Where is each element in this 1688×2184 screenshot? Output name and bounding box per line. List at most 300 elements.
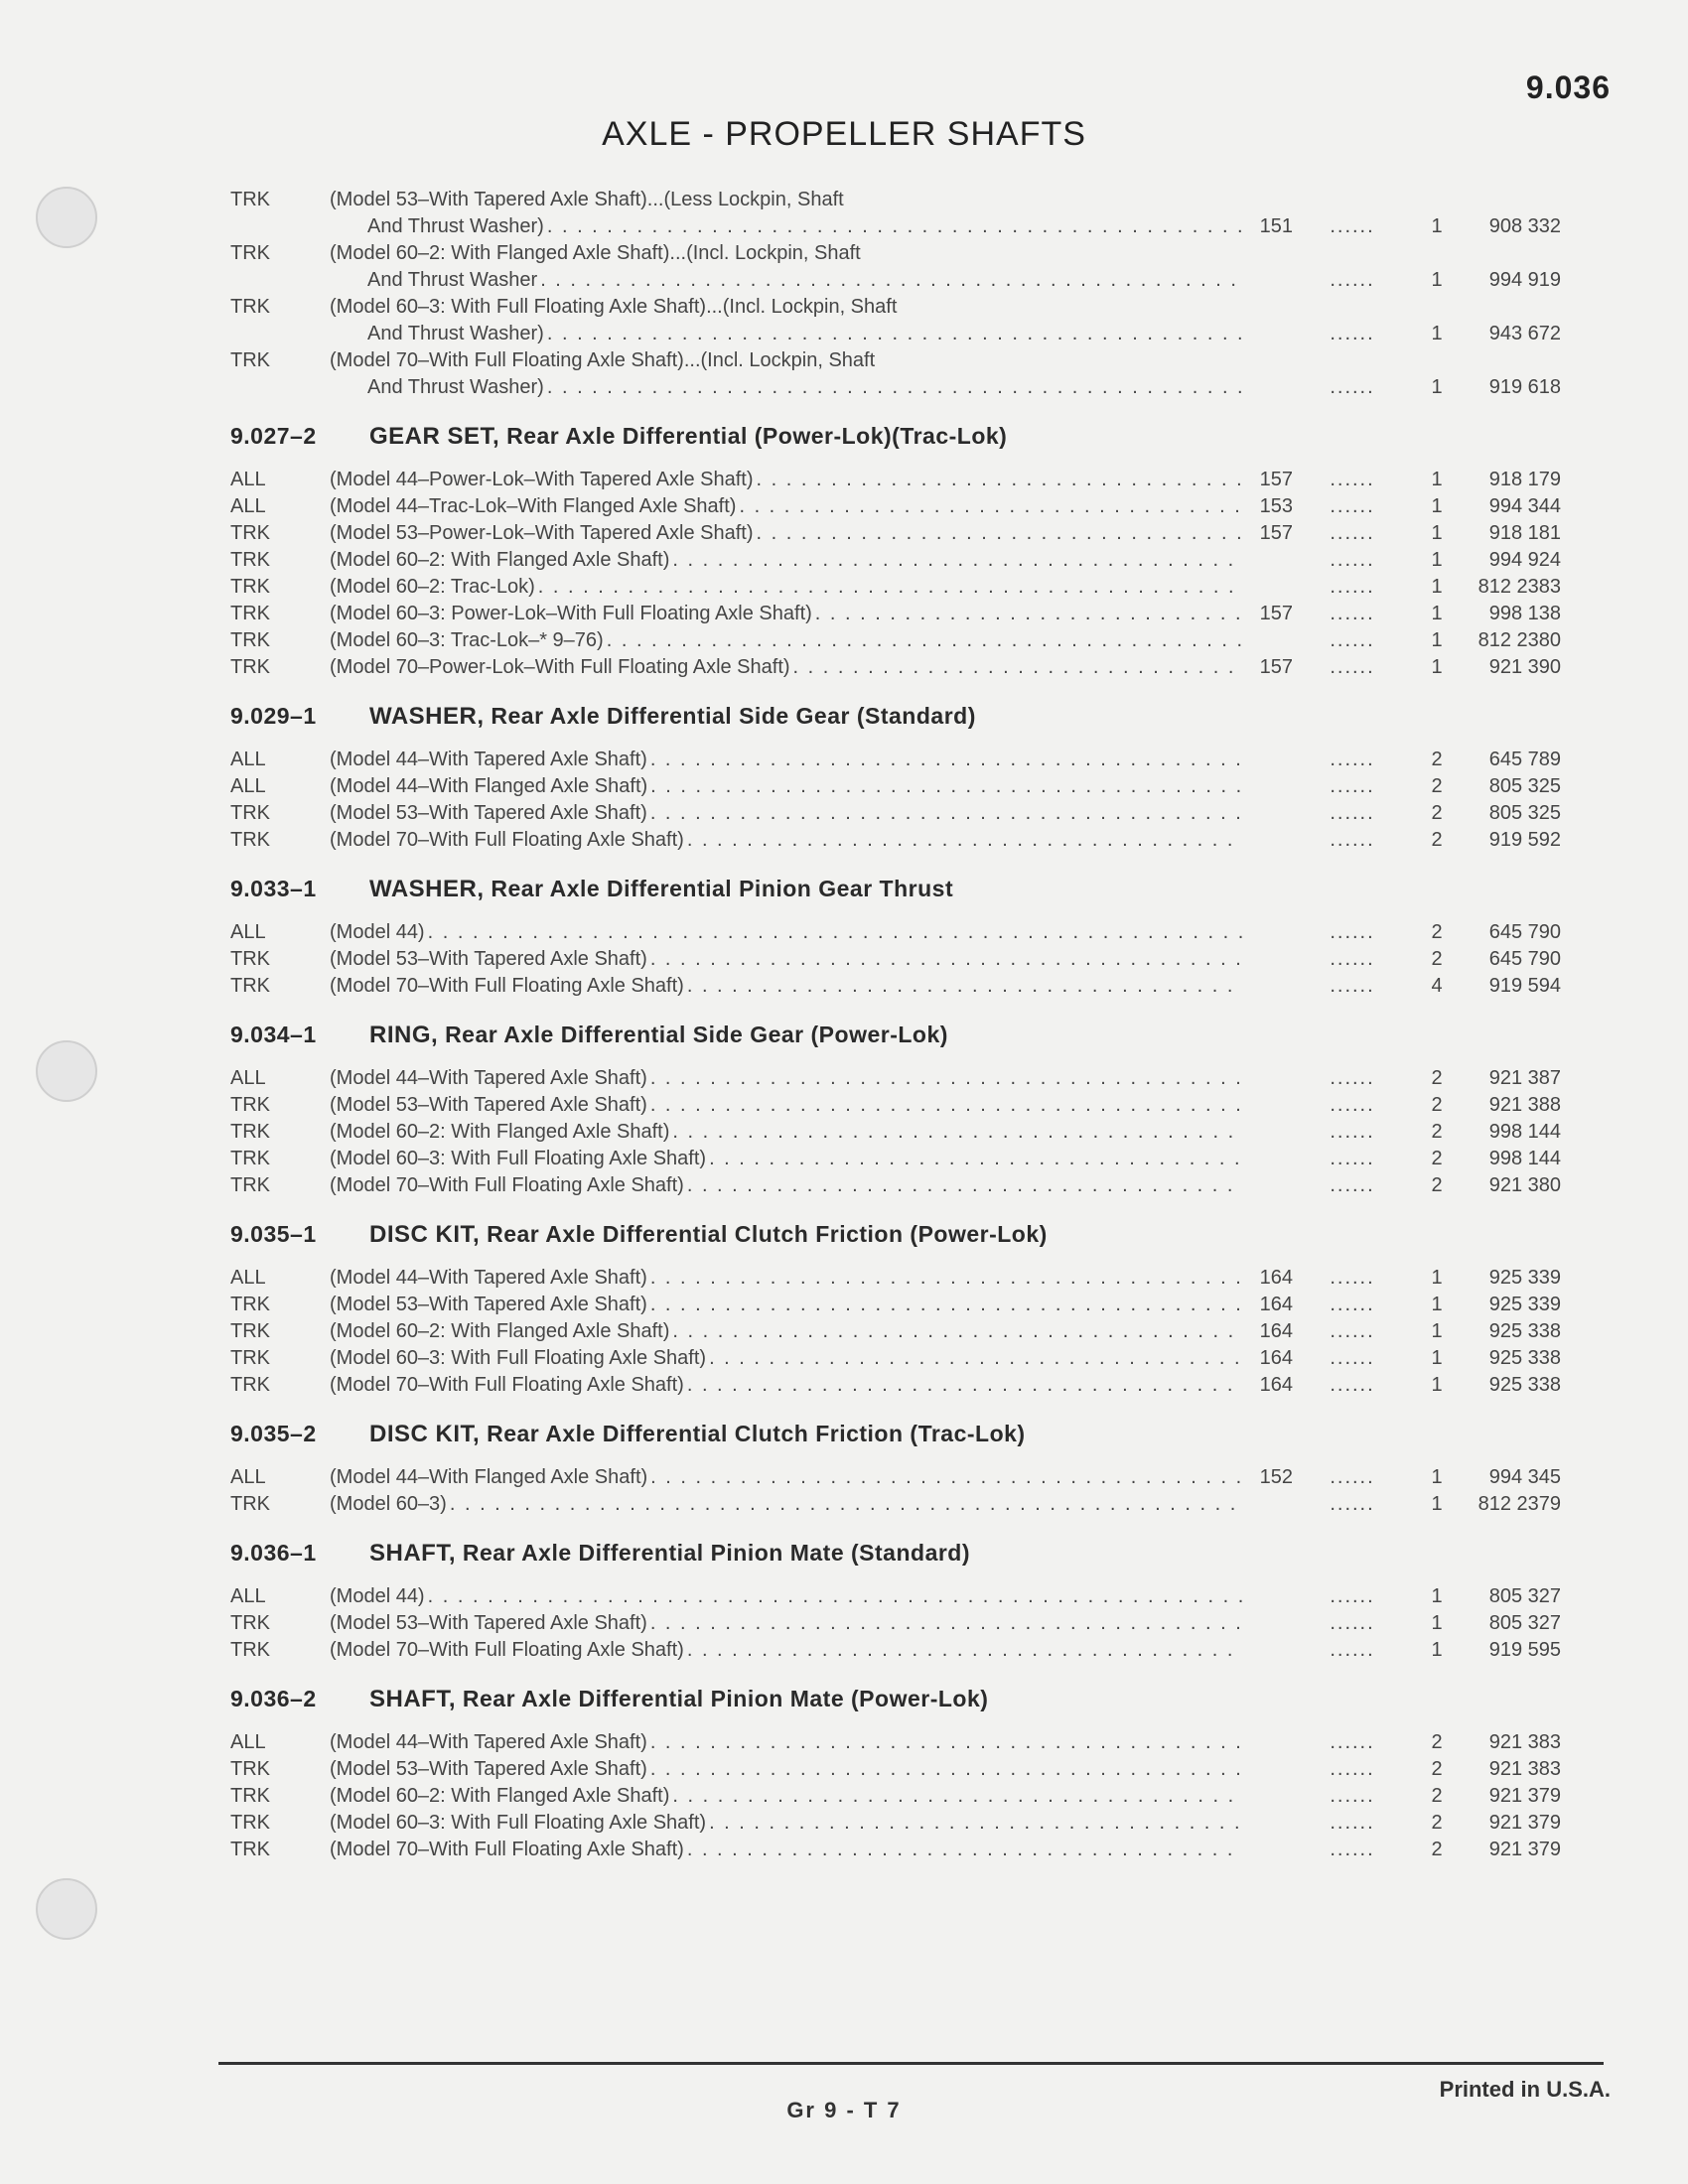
spacer [456,1540,463,1568]
item-description [330,1756,1243,1783]
item-description [330,213,1243,240]
section-heading [230,1686,1561,1713]
section-heading [230,1540,1561,1568]
quantity: 2 [1431,1121,1443,1143]
group-reference: Gr 9 - T 7 [786,2098,902,2122]
list-item [230,1756,1561,1783]
dot-leader-column: ...... [1330,323,1375,344]
list-item [230,1292,1561,1318]
description-text: (Model 53–With Tapered Axle Shaft) [330,1094,647,1116]
part-number: 921 379 [1488,1839,1561,1860]
application-code: ALL [230,1067,266,1089]
application-code: TRK [230,1758,270,1780]
list-item [230,1265,1561,1292]
application-code: TRK [230,1493,270,1515]
section-item-name: GEAR SET, [369,423,500,450]
list-item [230,240,1561,267]
list-item [230,1491,1561,1518]
description-text: (Model 60–2: With Flanged Axle Shaft) [330,549,670,571]
dot-leader [425,919,1243,946]
dot-leader-column: ...... [1330,948,1375,970]
section-heading [230,1022,1561,1049]
dot-leader [647,1065,1243,1092]
dot-leader-column: ...... [1330,749,1375,770]
part-number: 921 387 [1488,1067,1561,1089]
dot-leader [535,574,1243,601]
list-item [230,800,1561,827]
description-text: (Model 60–2: With Flanged Axle Shaft) [330,1320,670,1342]
section-item-name: RING, [369,1022,439,1048]
list-item [230,347,1561,374]
section-description: Rear Axle Differential Pinion Gear Thrust [491,876,954,901]
application-code: TRK [230,189,270,210]
part-number: 994 345 [1488,1466,1561,1488]
quantity: 1 [1431,376,1443,398]
illustration-ref: 164 [1259,1267,1293,1289]
section-description: Rear Axle Differential Clutch Friction (Trac-Lok) [487,1421,1026,1446]
binder-hole-middle [36,1040,97,1102]
description-text: (Model 44–With Flanged Axle Shaft) [330,775,648,797]
dot-leader [544,374,1243,401]
illustration-ref: 151 [1259,215,1293,237]
dot-leader-column: ...... [1330,1493,1375,1515]
list-item [230,1372,1561,1399]
part-number: 994 924 [1488,549,1561,571]
item-description [330,1119,1243,1146]
dot-leader [736,493,1243,520]
item-description [330,747,1243,773]
description-text: (Model 60–3: With Full Floating Axle Shaft) [330,1148,707,1169]
dot-leader [812,601,1243,627]
part-number: 645 789 [1488,749,1561,770]
dot-leader [684,827,1243,854]
item-description [330,1583,1243,1610]
dot-leader [604,627,1243,654]
list-item [230,1583,1561,1610]
dot-leader [790,654,1243,681]
quantity: 2 [1431,1812,1443,1834]
section-item-name: SHAFT, [369,1686,456,1712]
illustration-ref: 164 [1259,1294,1293,1315]
description-text: (Model 60–3: With Full Floating Axle Shaft) [330,1812,707,1834]
item-description [330,1172,1243,1199]
description-text: (Model 70–With Full Floating Axle Shaft) [330,829,684,851]
dot-leader-column: ...... [1330,1294,1375,1315]
quantity: 1 [1431,1320,1443,1342]
dot-leader [544,321,1243,347]
dot-leader-column: ...... [1330,1094,1375,1116]
application-code: TRK [230,1612,270,1634]
list-item [230,187,1561,213]
section-description: Rear Axle Differential (Power-Lok)(Trac-Lok) [506,423,1008,449]
application-code: TRK [230,1174,270,1196]
spacer [438,1022,445,1049]
item-description [330,1092,1243,1119]
list-item [230,1810,1561,1837]
section-heading [230,423,1561,451]
list-item [230,1837,1561,1863]
dot-leader-column: ...... [1330,921,1375,943]
dot-leader [754,467,1243,493]
item-description [330,1491,1243,1518]
quantity: 2 [1431,1758,1443,1780]
list-item [230,1065,1561,1092]
spacer [480,1421,487,1448]
dot-leader [684,1172,1243,1199]
dot-leader [537,267,1243,294]
item-description [330,520,1243,547]
list-item [230,946,1561,973]
section-number: 9.036–2 [230,1686,317,1711]
part-number: 943 672 [1488,323,1561,344]
dot-leader [684,1837,1243,1863]
list-item [230,919,1561,946]
description-text: And Thrust Washer) [367,323,544,344]
description-text: (Model 44–Power-Lok–With Tapered Axle Shaft) [330,469,754,490]
item-description [330,321,1243,347]
application-code: TRK [230,1374,270,1396]
application-code: TRK [230,1094,270,1116]
section-number: 9.035–1 [230,1221,317,1247]
description-text: (Model 70–With Full Floating Axle Shaft) [330,1374,684,1396]
dot-leader [647,1756,1243,1783]
application-code: TRK [230,1812,270,1834]
dot-leader [647,1092,1243,1119]
dot-leader [647,1610,1243,1637]
part-number: 925 338 [1488,1347,1561,1369]
dot-leader-column: ...... [1330,1585,1375,1607]
item-description [330,1837,1243,1863]
item-description [330,267,1243,294]
dot-leader-column: ...... [1330,1320,1375,1342]
description-text: (Model 70–With Full Floating Axle Shaft)...(Incl. Lockpin, Shaft [330,349,876,371]
dot-leader [669,547,1243,574]
application-code: TRK [230,549,270,571]
part-number: 918 181 [1488,522,1561,544]
part-number: 805 327 [1488,1585,1561,1607]
application-code: TRK [230,1294,270,1315]
part-number: 921 383 [1488,1758,1561,1780]
description-text: (Model 70–Power-Lok–With Full Floating Axle Shaft) [330,656,790,678]
description-text: (Model 44–With Tapered Axle Shaft) [330,749,647,770]
list-item [230,1345,1561,1372]
dot-leader-column: ...... [1330,1347,1375,1369]
list-item [230,493,1561,520]
part-number: 921 390 [1488,656,1561,678]
dot-leader-column: ...... [1330,1374,1375,1396]
description-text: (Model 44–With Tapered Axle Shaft) [330,1067,647,1089]
application-code: TRK [230,242,270,264]
footer-divider [218,2062,1604,2065]
application-code: ALL [230,1585,266,1607]
item-description [330,1783,1243,1810]
page-title: AXLE - PROPELLER SHAFTS [602,115,1086,153]
description-text: (Model 60–3: With Full Floating Axle Shaft) [330,1347,707,1369]
quantity: 2 [1431,1148,1443,1169]
list-item-continuation [230,374,1561,401]
section-description: Rear Axle Differential Side Gear (Standard) [491,703,976,729]
application-code: ALL [230,749,266,770]
dot-leader [684,1372,1243,1399]
item-description [330,240,1243,267]
section-number: 9.027–2 [230,423,317,449]
illustration-ref: 164 [1259,1374,1293,1396]
item-description [330,547,1243,574]
dot-leader-column: ...... [1330,376,1375,398]
quantity: 1 [1431,1493,1443,1515]
description-text: (Model 53–With Tapered Axle Shaft) [330,948,647,970]
part-number: 645 790 [1488,921,1561,943]
dot-leader-column: ...... [1330,1267,1375,1289]
part-number: 925 339 [1488,1267,1561,1289]
quantity: 2 [1431,1067,1443,1089]
dot-leader-column: ...... [1330,215,1375,237]
parts-list [230,187,1561,1863]
spacer [480,1221,487,1249]
part-number: 812 2383 [1477,576,1561,598]
description-text: And Thrust Washer) [367,215,544,237]
spacer [456,1686,463,1713]
list-item [230,1783,1561,1810]
section-description: Rear Axle Differential Clutch Friction (Power-Lok) [487,1221,1048,1247]
dot-leader-column: ...... [1330,629,1375,651]
part-number: 919 595 [1488,1639,1561,1661]
item-description [330,773,1243,800]
dot-leader-column: ...... [1330,829,1375,851]
dot-leader-column: ...... [1330,1612,1375,1634]
dot-leader-column: ...... [1330,1121,1375,1143]
list-item-continuation [230,321,1561,347]
item-description [330,946,1243,973]
section-number: 9.033–1 [230,876,317,901]
item-description [330,294,1243,321]
illustration-ref: 157 [1259,603,1293,624]
dot-leader-column: ...... [1330,1785,1375,1807]
dot-leader [647,1265,1243,1292]
dot-leader-column: ...... [1330,1639,1375,1661]
quantity: 4 [1431,975,1443,997]
dot-leader-column: ...... [1330,1148,1375,1169]
part-number: 994 344 [1488,495,1561,517]
description-text: (Model 44–With Flanged Axle Shaft) [330,1466,648,1488]
quantity: 2 [1431,1731,1443,1753]
quantity: 2 [1431,829,1443,851]
section-item-name: DISC KIT, [369,1421,481,1447]
list-item [230,574,1561,601]
list-item [230,1610,1561,1637]
application-code: TRK [230,829,270,851]
description-text: (Model 53–With Tapered Axle Shaft) [330,1294,647,1315]
part-number: 805 325 [1488,775,1561,797]
application-code: ALL [230,921,266,943]
quantity: 1 [1431,1585,1443,1607]
dot-leader [706,1146,1243,1172]
description-text: (Model 44–With Tapered Axle Shaft) [330,1267,647,1289]
illustration-ref: 152 [1259,1466,1293,1488]
list-item-continuation [230,213,1561,240]
dot-leader [647,1292,1243,1318]
quantity: 1 [1431,1347,1443,1369]
section-description: Rear Axle Differential Pinion Mate (Standard) [462,1540,971,1566]
description-text: (Model 53–With Tapered Axle Shaft) [330,1758,647,1780]
description-text: (Model 44–With Tapered Axle Shaft) [330,1731,647,1753]
list-item [230,1729,1561,1756]
item-description [330,973,1243,1000]
quantity: 2 [1431,802,1443,824]
quantity: 1 [1431,629,1443,651]
dot-leader [544,213,1243,240]
application-code: TRK [230,1121,270,1143]
quantity: 2 [1431,948,1443,970]
application-code: TRK [230,1320,270,1342]
binder-hole-bottom [36,1878,97,1940]
application-code: TRK [230,1785,270,1807]
quantity: 1 [1431,1294,1443,1315]
quantity: 1 [1431,495,1443,517]
dot-leader [669,1119,1243,1146]
description-text: (Model 60–2: Trac-Lok) [330,576,535,598]
quantity: 1 [1431,656,1443,678]
application-code: ALL [230,495,266,517]
quantity: 2 [1431,1839,1443,1860]
part-number: 921 383 [1488,1731,1561,1753]
application-code: ALL [230,1466,266,1488]
quantity: 2 [1431,1094,1443,1116]
description-text: (Model 60–3: Trac-Lok–* 9–76) [330,629,604,651]
application-code: TRK [230,1148,270,1169]
illustration-ref: 164 [1259,1320,1293,1342]
description-text: (Model 60–3: With Full Floating Axle Shaft)...(Incl. Lockpin, Shaft [330,296,898,318]
application-code: ALL [230,1731,266,1753]
description-text: (Model 60–2: With Flanged Axle Shaft)...(Incl. Lockpin, Shaft [330,242,861,264]
description-text: (Model 70–With Full Floating Axle Shaft) [330,975,684,997]
quantity: 1 [1431,1612,1443,1634]
list-item [230,1119,1561,1146]
part-number: 919 618 [1488,376,1561,398]
illustration-ref: 157 [1259,469,1293,490]
item-description [330,1292,1243,1318]
description-text: (Model 60–3) [330,1493,447,1515]
dot-leader-column: ...... [1330,1067,1375,1089]
part-number: 645 790 [1488,948,1561,970]
part-number: 925 338 [1488,1374,1561,1396]
list-item [230,467,1561,493]
application-code: TRK [230,948,270,970]
quantity: 1 [1431,323,1443,344]
description-text: (Model 44) [330,1585,425,1607]
part-number: 998 138 [1488,603,1561,624]
part-number: 921 379 [1488,1812,1561,1834]
part-number: 925 339 [1488,1294,1561,1315]
list-item [230,520,1561,547]
item-description [330,827,1243,854]
list-item [230,627,1561,654]
description-text: (Model 44–Trac-Lok–With Flanged Axle Shaft) [330,495,737,517]
description-text: And Thrust Washer [367,269,538,291]
description-text: (Model 70–With Full Floating Axle Shaft) [330,1839,684,1860]
quantity: 1 [1431,1639,1443,1661]
item-description [330,347,1243,374]
part-number: 919 594 [1488,975,1561,997]
quantity: 1 [1431,1374,1443,1396]
dot-leader-column: ...... [1330,975,1375,997]
description-text: (Model 70–With Full Floating Axle Shaft) [330,1174,684,1196]
section-heading [230,1421,1561,1448]
application-code: TRK [230,576,270,598]
dot-leader-column: ...... [1330,469,1375,490]
item-description [330,601,1243,627]
list-item [230,1318,1561,1345]
dot-leader [447,1491,1243,1518]
list-item [230,973,1561,1000]
application-code: TRK [230,522,270,544]
illustration-ref: 164 [1259,1347,1293,1369]
quantity: 2 [1431,1785,1443,1807]
part-number: 812 2380 [1477,629,1561,651]
quantity: 1 [1431,549,1443,571]
part-number: 812 2379 [1477,1493,1561,1515]
quantity: 1 [1431,215,1443,237]
section-item-name: SHAFT, [369,1540,456,1567]
quantity: 2 [1431,921,1443,943]
application-code: TRK [230,656,270,678]
part-number: 919 592 [1488,829,1561,851]
item-description [330,654,1243,681]
part-number: 805 327 [1488,1612,1561,1634]
quantity: 2 [1431,775,1443,797]
dot-leader-column: ...... [1330,549,1375,571]
printed-note: Printed in U.S.A. [1439,2077,1611,2102]
dot-leader [669,1318,1243,1345]
item-description [330,1810,1243,1837]
description-text: (Model 53–Power-Lok–With Tapered Axle Shaft) [330,522,754,544]
dot-leader [647,747,1243,773]
illustration-ref: 153 [1259,495,1293,517]
section-item-name: DISC KIT, [369,1221,481,1248]
dot-leader-column: ...... [1330,1174,1375,1196]
page-number: 9.036 [1525,69,1611,105]
item-description [330,374,1243,401]
dot-leader [647,773,1243,800]
description-text: (Model 60–2: With Flanged Axle Shaft) [330,1785,670,1807]
part-number: 925 338 [1488,1320,1561,1342]
dot-leader-column: ...... [1330,576,1375,598]
illustration-ref: 157 [1259,656,1293,678]
item-description [330,467,1243,493]
part-number: 921 388 [1488,1094,1561,1116]
list-item [230,827,1561,854]
section-number: 9.029–1 [230,703,317,729]
list-item-continuation [230,267,1561,294]
application-code: TRK [230,1839,270,1860]
quantity: 2 [1431,749,1443,770]
list-item [230,601,1561,627]
section-number: 9.036–1 [230,1540,317,1566]
description-text: And Thrust Washer) [367,376,544,398]
item-description [330,187,1243,213]
application-code: TRK [230,975,270,997]
section-item-name: WASHER, [369,876,485,902]
description-text: (Model 53–With Tapered Axle Shaft)...(Less Lockpin, Shaft [330,189,844,210]
list-item [230,1092,1561,1119]
item-description [330,1345,1243,1372]
item-description [330,574,1243,601]
dot-leader-column: ...... [1330,1839,1375,1860]
dot-leader [684,1637,1243,1664]
application-code: TRK [230,603,270,624]
spacer [485,876,492,903]
dot-leader-column: ...... [1330,1466,1375,1488]
